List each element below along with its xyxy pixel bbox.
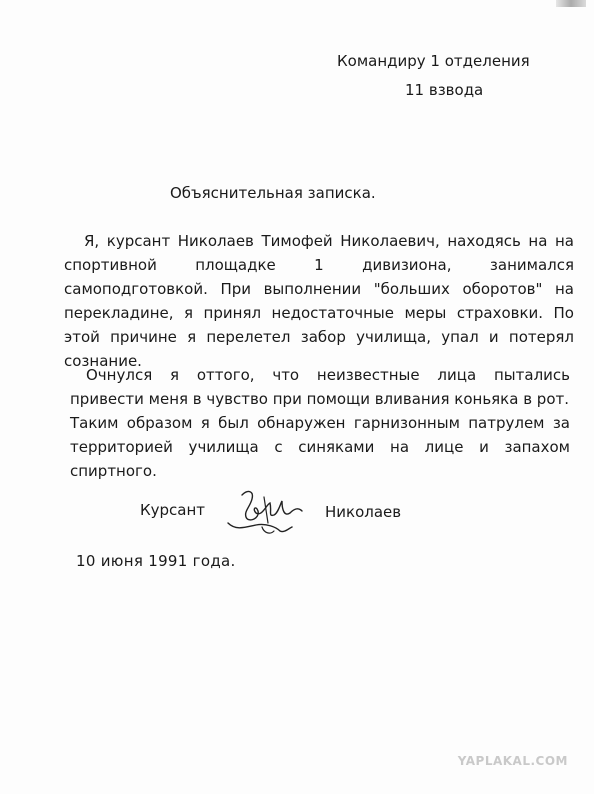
signature-name: Николаев [325,503,402,521]
scan-corner-mark [556,0,586,7]
document-date: 10 июня 1991 года. [76,552,236,570]
document-title: Объяснительная записка. [170,184,376,202]
addressee-line-2: 11 взвода [405,81,484,99]
paragraph-3: Таким образом я был обнаружен гарнизонным патрулем за территорией училища с синяками на лице и запахом спиртного. [70,414,570,480]
signature-block [0,487,594,547]
handwritten-signature-icon [222,487,328,537]
signature-rank: Курсант [140,501,206,519]
addressee-line-1: Командиру 1 отделения [337,52,530,70]
paragraph-1: Я, курсант Николаев Тимофей Николаевич, находясь на на спортивной площадке 1 дивизиона, занимался самоподготовкой. При выполнении "больших оборотов" на перекладине, я принял недостаточные меры страховки. По этой причине я перелетел забор училища, упал и потерял сознание. [64,232,574,370]
site-watermark: YAPLAKAL.COM [457,754,568,768]
paragraph-2: Очнулся я оттого, что неизвестные лица пытались привести меня в чувство при помощи вливания коньяка в рот. [70,366,570,408]
